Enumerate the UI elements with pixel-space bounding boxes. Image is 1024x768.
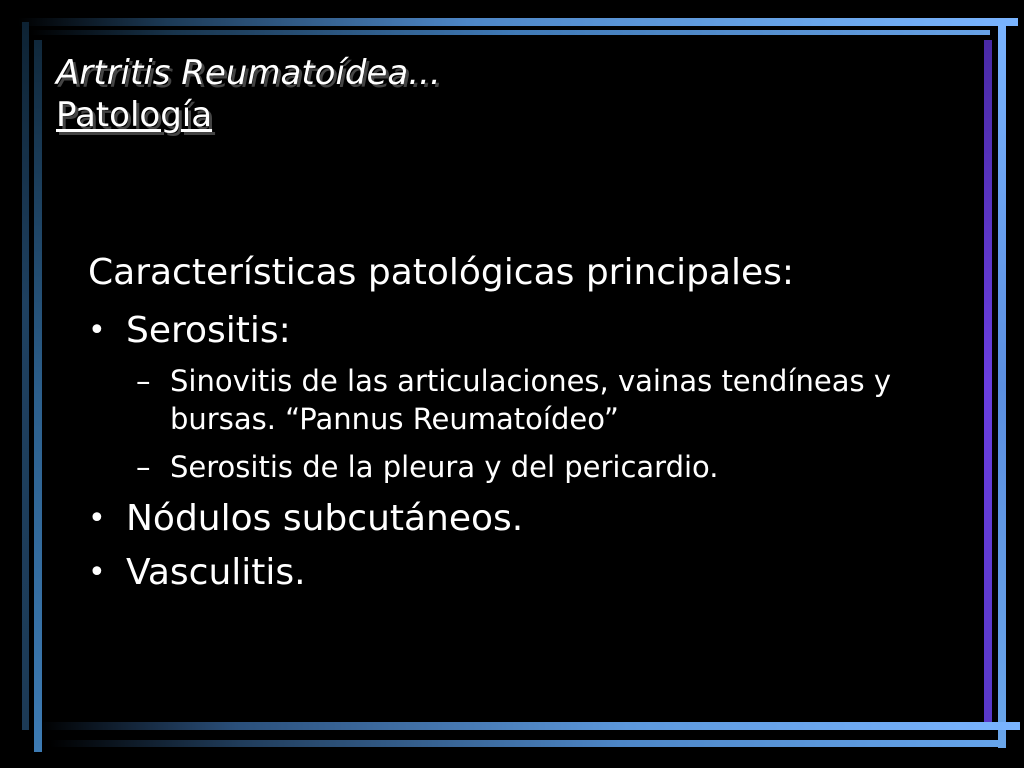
sub-item: [136, 448, 968, 486]
bullet-marker: •: [88, 313, 106, 348]
title-line-2: Patología: [56, 95, 213, 135]
sub-item: [136, 362, 968, 438]
frame-left-bar: [22, 22, 29, 730]
bullet-item: [88, 496, 968, 542]
frame-bottom-bar: [50, 740, 1000, 747]
frame-bottom-inner-bar: [40, 722, 1020, 730]
dash-marker: –: [136, 364, 151, 398]
dash-marker: –: [136, 450, 151, 484]
bullet-item: [88, 308, 968, 354]
frame-top-inner-bar: [30, 30, 990, 35]
bullet-item: [88, 550, 968, 596]
bullet-text: Vasculitis.: [126, 552, 306, 593]
sub-item-text: Serositis de la pleura y del pericardio.: [170, 450, 719, 484]
frame-top-bar: [18, 18, 1018, 26]
bullet-text: Nódulos subcutáneos.: [126, 498, 524, 539]
bullet-text: Serositis:: [126, 310, 291, 351]
intro-text: Características patológicas principales:: [88, 252, 795, 293]
frame-right-inner-bar: [984, 40, 992, 726]
title-line-1: Artritis Reumatoídea...: [56, 53, 441, 93]
slide-body: [88, 250, 968, 604]
bullet-marker: •: [88, 501, 106, 536]
slide-title: [56, 52, 441, 136]
frame-right-bar: [998, 24, 1006, 748]
sub-list: [136, 362, 968, 486]
sub-item-text: Sinovitis de las articulaciones, vainas tendíneas y bursas. “Pannus Reumatoídeo”: [170, 364, 891, 436]
bullet-marker: •: [88, 555, 106, 590]
frame-left-inner-bar: [34, 40, 42, 752]
